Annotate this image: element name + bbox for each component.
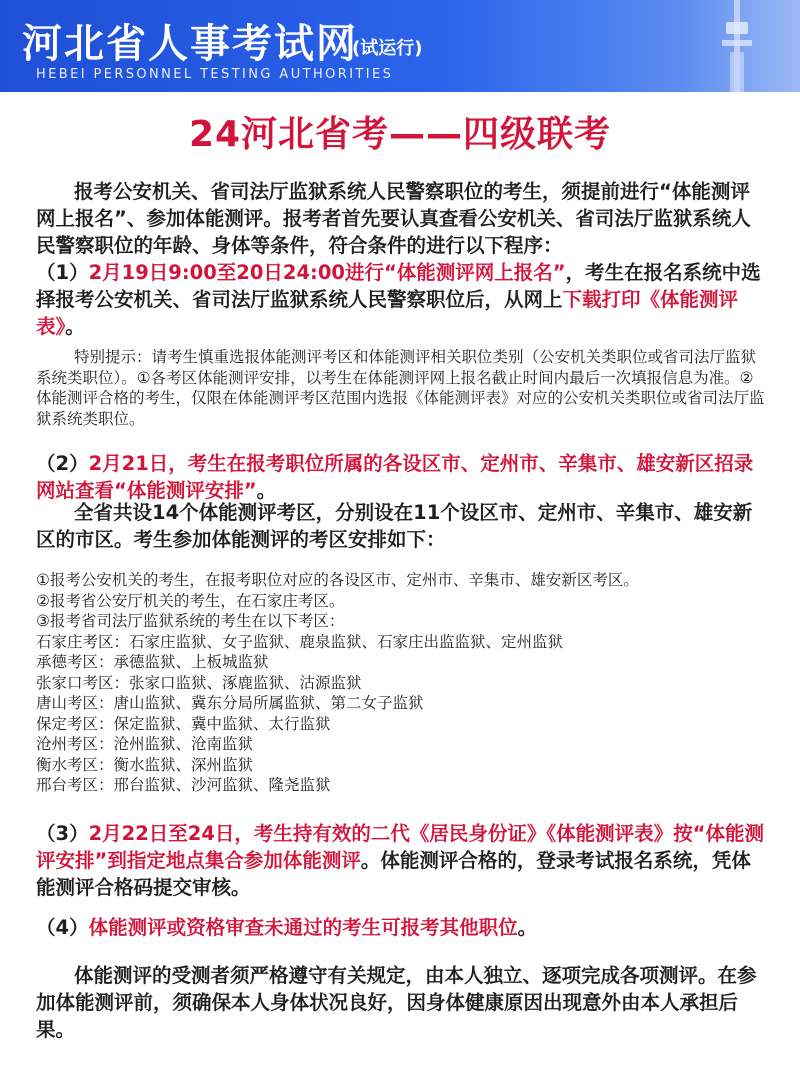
step-1-end: 。: [65, 315, 85, 338]
intro-paragraph: [36, 178, 768, 259]
site-title: 河北省人事考试网: [22, 21, 358, 67]
step-4: [36, 914, 768, 941]
step-3-text: 。体能测评合格的，登录考试报名系统，凭体能测评合格码提交审核。: [36, 849, 751, 899]
site-banner: [0, 0, 800, 92]
arrangement-list: [36, 570, 768, 796]
step-4-highlight: 体能测评或资格审查未通过的考生可报考其他职位: [88, 916, 518, 939]
tv-tower-icon: [702, 0, 772, 92]
arrangement-line: 保定考区：保定监狱、冀中监狱、太行监狱: [36, 714, 331, 733]
arrangement-line: 石家庄考区：石家庄监狱、女子监狱、鹿泉监狱、石家庄出监监狱、定州监狱: [36, 632, 564, 651]
arrangement-line: 邢台考区：邢台监狱、沙河监狱、隆尧监狱: [36, 776, 331, 794]
step-number: （1）: [36, 261, 89, 284]
step-2-text: 全省共设14个体能测评考区，分别设在11个设区市、定州市、辛集市、雄安新区的市区。考生参加体能测评的考区安排如下：: [36, 501, 753, 551]
step-3: [36, 820, 768, 901]
special-note-text: 特别提示：请考生慎重选报体能测评考区和体能测评相关职位类别（公安机关类职位或省司法厅监狱系统类职位）。①各考区体能测评安排，以考生在体能测评网上报名截止时间内最后一次填报信息为准。②体能测评合格的考生，仅限在体能测评考区范围内选报《体能测评表》对应的公安机关类职位或省司法厅监狱系统类职位。: [36, 348, 765, 428]
intro-text: 报考公安机关、省司法厅监狱系统人民警察职位的考生，须提前进行“体能测评网上报名”、参加体能测评。报考者首先要认真查看公安机关、省司法厅监狱系统人民警察职位的年龄、身体等条件，符合条件的进行以下程序：: [36, 180, 751, 257]
step-number: （2）: [36, 452, 89, 475]
closing-paragraph: [36, 962, 768, 1043]
site-subtitle: HEBEI PERSONNEL TESTING AUTHORITIES: [36, 67, 394, 82]
step-2-highlight: 2月21日，考生在报考职位所属的各设区市、定州市、辛集市、雄安新区招录网站查看“体能测评安排”: [36, 452, 754, 502]
trial-label: (试运行): [352, 38, 423, 59]
arrangement-line: 张家口考区：张家口监狱、涿鹿监狱、沽源监狱: [36, 673, 362, 692]
page-title: 24河北省考——四级联考: [188, 114, 612, 155]
step-4-end: 。: [517, 916, 538, 939]
closing-text: 体能测评的受测者须严格遵守有关规定，由本人独立、逐项完成各项测评。在参加体能测评前，须确保本人身体状况良好，因身体健康原因出现意外由本人承担后果。: [36, 964, 757, 1041]
step-number: （4）: [36, 916, 89, 939]
step-2-paragraph: [36, 499, 768, 553]
step-1-download: 下载打印《体能测评表》: [36, 288, 739, 338]
step-2-end: 。: [256, 479, 277, 502]
arrangement-line: ③报考省司法厅监狱系统的考生在以下考区：: [36, 612, 345, 630]
special-note: [36, 347, 768, 429]
arrangement-line: 沧州考区：沧州监狱、沧南监狱: [36, 735, 254, 753]
arrangement-line: 承德考区：承德监狱、上板城监狱: [36, 653, 269, 671]
arrangement-line: 衡水考区：衡水监狱、深州监狱: [36, 755, 254, 774]
step-1-text: ，考生在报名系统中选择报考公安机关、省司法厅监狱系统人民警察职位后，从网上: [36, 261, 761, 311]
step-number: （3）: [36, 822, 89, 845]
step-3-highlight: 2月22日至24日，考生持有效的二代《居民身份证》《体能测评表》按“体能测评安排”到指定地点集合参加体能测评: [36, 822, 764, 872]
arrangement-line: ①报考公安机关的考生，在报考职位对应的各设区市、定州市、辛集市、雄安新区考区。: [36, 571, 639, 589]
step-2: [36, 450, 768, 504]
step-1-highlight: 2月19日9:00至20日24:00进行“体能测评网上报名”: [88, 261, 566, 284]
arrangement-line: ②报考省公安厅机关的考生，在石家庄考区。: [36, 591, 345, 610]
step-1: [36, 259, 768, 340]
arrangement-line: 唐山考区：唐山监狱、冀东分局所属监狱、第二女子监狱: [36, 694, 424, 712]
